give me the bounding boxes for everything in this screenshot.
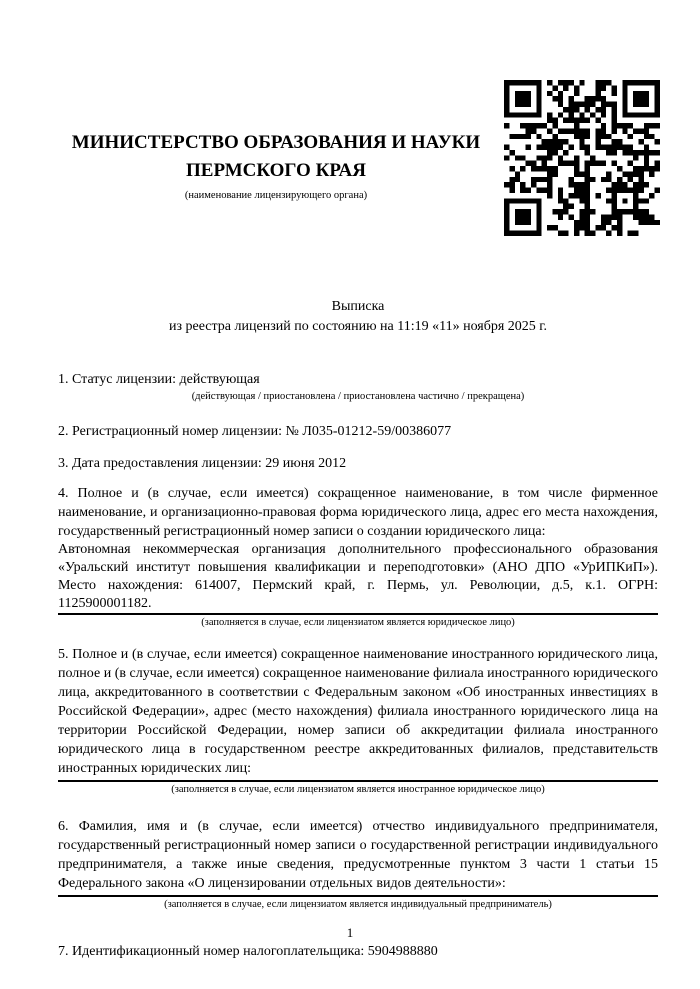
foreign-entity-statement: 5. Полное и (в случае, если имеется) сокращенное наименование иностранного юридического лица, полное и (в случае, если имеется) сокращенное наименование филиала иностранного юридического лица, аккредитованного в соответствии с Федеральным законом «Об иностранных инвестициях в Российской Федерации», адрес (место нахождения) филиала иностранного юридического лица на территории Российской Федерации, номер записи об аккредитации филиала иностранного юридического лица в государственном реестре аккредитованных филиалов, представительств иностранных юридических лиц:: [58, 647, 658, 776]
ministry-name-line1: МИНИСТЕРСТВО ОБРАЗОВАНИЯ И НАУКИ: [71, 132, 481, 153]
item-grant-date: [58, 454, 658, 473]
license-status-caption: (действующая / приостановлена / приостановлена частично / прекращена): [191, 391, 525, 402]
page-number: 1: [346, 925, 354, 940]
item-registration-number: [58, 422, 658, 441]
item-individual-entrepreneur: [58, 817, 658, 912]
individual-entrepreneur-caption: (заполняется в случае, если лицензиатом является индивидуальный предприниматель): [164, 899, 552, 910]
foreign-entity-caption: (заполняется в случае, если лицензиатом является иностранное юридическое лицо): [171, 784, 545, 795]
document-title-line2: из реестра лицензий по состоянию на 11:19 «11» ноября 2025 г.: [169, 319, 547, 334]
item-legal-entity: [58, 484, 658, 630]
legal-entity-value: Автономная некоммерческая организация дополнительного профессионального образования «Уральский институт повышения квалификации и переподготовки» (АНО ДПО «УрИПКиП»). Место нахождения: 614007, Пермский край, г. Пермь, ул. Революции, д.5, к.1. ОГРН: 1125900001182.: [58, 542, 658, 611]
ministry-caption: (наименование лицензирующего органа): [184, 190, 368, 201]
taxpayer-id-text: 7. Идентификационный номер налогоплательщика: 5904988880: [58, 944, 438, 959]
item-license-status: [58, 370, 658, 404]
license-status-text: 1. Статус лицензии: действующая: [58, 372, 260, 387]
ministry-name-line2: ПЕРМСКОГО КРАЯ: [186, 160, 366, 181]
legal-entity-statement: 4. Полное и (в случае, если имеется) сокращенное наименование, в том числе фирменное наименование, и организационно-правовая форма юридического лица, адрес его места нахождения, государственный регистрационный номер записи о создании юридического лица:: [58, 486, 658, 539]
page-footer: [0, 925, 700, 941]
item-foreign-entity: [58, 645, 658, 797]
grant-date-text: 3. Дата предоставления лицензии: 29 июня 2012: [58, 456, 347, 471]
individual-entrepreneur-statement: 6. Фамилия, имя и (в случае, если имеется) отчество индивидуального предпринимателя, государственный регистрационный номер записи о государственной регистрации индивидуального предпринимателя, а также иные сведения, предусмотренные пунктом 3 части 1 статьи 15 Федерального закона «О лицензировании отдельных видов деятельности»:: [58, 819, 658, 891]
item-taxpayer-id: [58, 942, 658, 961]
registration-number-text: 2. Регистрационный номер лицензии: № Л035-01212-59/00386077: [58, 424, 452, 439]
legal-entity-caption: (заполняется в случае, если лицензиатом является юридическое лицо): [201, 617, 515, 628]
document-title-line1: Выписка: [331, 299, 385, 314]
document-title: [58, 297, 658, 337]
